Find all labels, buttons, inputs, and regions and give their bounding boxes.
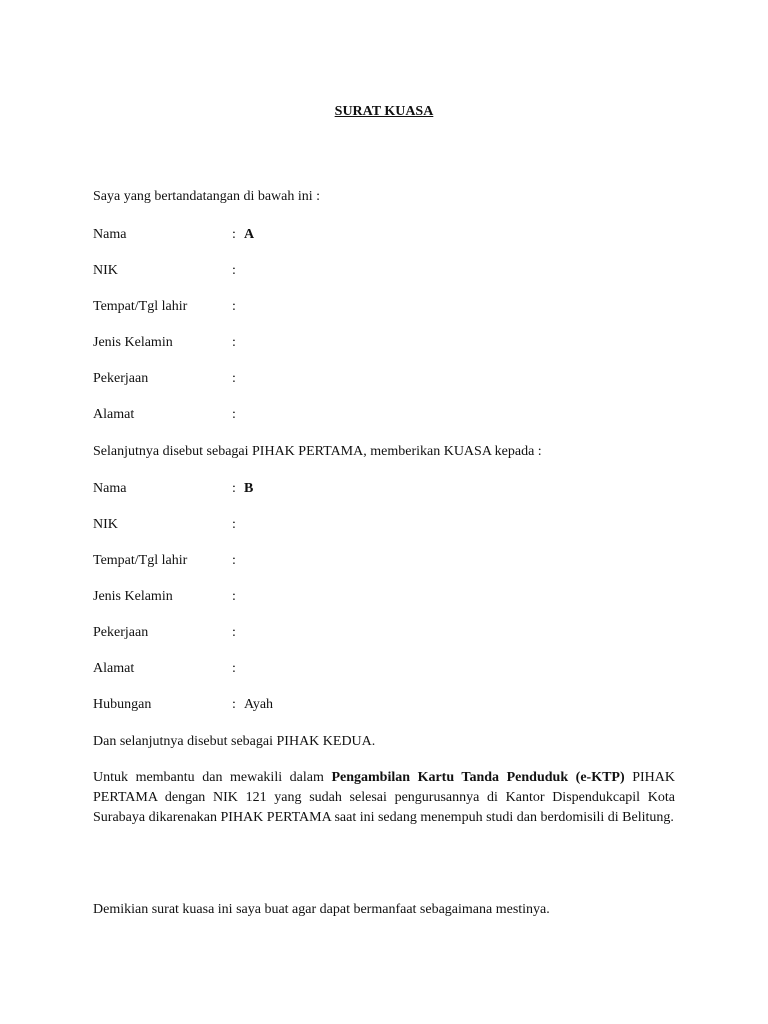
field-label: Nama	[93, 481, 127, 496]
field-label: NIK	[93, 263, 118, 278]
second-party-relation-row	[93, 697, 493, 717]
first-party-nik-row	[93, 263, 493, 283]
first-party-job-row	[93, 371, 493, 391]
field-colon: :	[232, 227, 236, 242]
field-label: Tempat/Tgl lahir	[93, 553, 188, 568]
body-bold-phrase: Pengambilan Kartu Tanda Penduduk (e-KTP)	[331, 770, 625, 785]
document-title: SURAT KUASA	[334, 104, 434, 119]
body-rest: PIHAK PERTAMA dengan NIK 121 yang sudah selesai pengurusannya di Kantor Dispendukcapil Kota Surabaya dikarenakan PIHAK PERTAMA saat ini sedang menempuh studi dan berdomisili di Belitung.	[93, 770, 675, 825]
second-party-gender-row	[93, 589, 493, 609]
field-value: B	[244, 481, 254, 496]
field-label: Alamat	[93, 661, 135, 676]
first-party-name-row	[93, 227, 493, 247]
field-colon: :	[232, 263, 236, 278]
field-colon: :	[232, 335, 236, 350]
field-label: Jenis Kelamin	[93, 335, 173, 350]
field-colon: :	[232, 697, 236, 712]
field-label: Pekerjaan	[93, 371, 149, 386]
field-label: Nama	[93, 227, 127, 242]
field-colon: :	[232, 517, 236, 532]
field-colon: :	[232, 553, 236, 568]
field-colon: :	[232, 299, 236, 314]
field-label: Tempat/Tgl lahir	[93, 299, 188, 314]
field-label: Pekerjaan	[93, 625, 149, 640]
field-colon: :	[232, 589, 236, 604]
body-lead: Untuk membantu dan mewakili dalam	[93, 770, 332, 785]
second-party-note: Dan selanjutnya disebut sebagai PIHAK KEDUA.	[93, 734, 376, 749]
field-value: A	[244, 227, 255, 242]
body-paragraph	[93, 768, 675, 828]
second-party-birth-row	[93, 553, 493, 573]
second-party-nik-row	[93, 517, 493, 537]
field-label: Hubungan	[93, 697, 152, 712]
first-party-birth-row	[93, 299, 493, 319]
first-party-address-row	[93, 407, 493, 427]
intro-text: Saya yang bertandatangan di bawah ini :	[93, 189, 321, 204]
field-colon: :	[232, 371, 236, 386]
second-party-job-row	[93, 625, 493, 645]
field-label: NIK	[93, 517, 118, 532]
field-colon: :	[232, 481, 236, 496]
first-party-gender-row	[93, 335, 493, 355]
field-colon: :	[232, 661, 236, 676]
second-party-address-row	[93, 661, 493, 681]
field-colon: :	[232, 407, 236, 422]
field-label: Alamat	[93, 407, 135, 422]
second-party-name-row	[93, 481, 493, 501]
closing-text: Demikian surat kuasa ini saya buat agar dapat bermanfaat sebagaimana mestinya.	[93, 902, 550, 917]
field-label: Jenis Kelamin	[93, 589, 173, 604]
field-colon: :	[232, 625, 236, 640]
field-value: Ayah	[244, 697, 274, 712]
transition-text: Selanjutnya disebut sebagai PIHAK PERTAMA, memberikan KUASA kepada :	[93, 444, 542, 459]
